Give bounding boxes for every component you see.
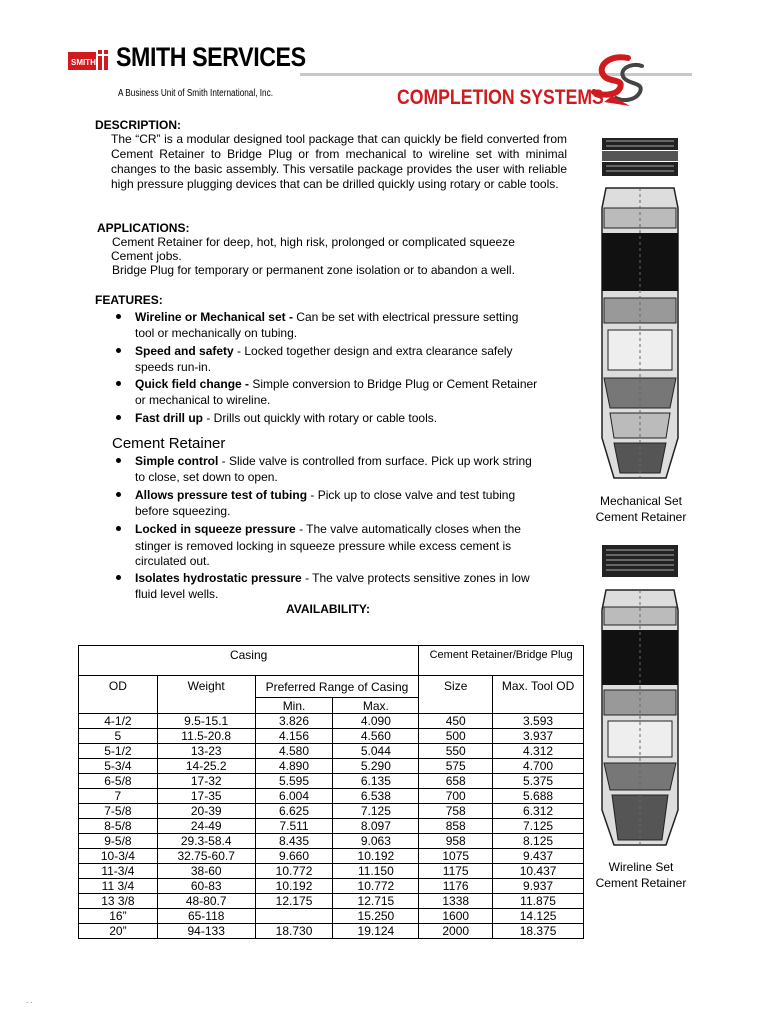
corporate-swirl-icon	[590, 52, 650, 110]
cell-max-tool-od: 6.312	[493, 804, 584, 819]
cell-max: 15.250	[333, 909, 419, 924]
feature-item: Fast drill up - Drills out quickly with rotary or cable tools.	[135, 411, 438, 425]
header-casing: Casing	[79, 646, 419, 676]
feature-item: Quick field change - Simple conversion to Bridge Plug or Cement Retainer	[135, 377, 538, 391]
retainer-item: Isolates hydrostatic pressure - The valve protects sensitive zones in low	[135, 571, 530, 585]
footer-marks: . .	[26, 996, 33, 1005]
cell-weight: 13-23	[157, 744, 255, 759]
cell-max: 4.090	[333, 714, 419, 729]
cell-od: 5-3/4	[79, 759, 158, 774]
cell-weight: 20-39	[157, 804, 255, 819]
cell-weight: 32.75-60.7	[157, 849, 255, 864]
company-name: SMITH SERVICES	[116, 42, 306, 72]
cell-od: 7	[79, 789, 158, 804]
header-od: OD	[79, 676, 158, 714]
cell-size: 1176	[419, 879, 493, 894]
cell-min: 7.511	[255, 819, 333, 834]
cell-weight: 9.5-15.1	[157, 714, 255, 729]
cell-od: 11 3/4	[79, 879, 158, 894]
division-title: COMPLETION SYSTEMS	[397, 86, 604, 109]
cell-max-tool-od: 10.437	[493, 864, 584, 879]
caption-mechanical-line1: Mechanical Set	[599, 494, 683, 508]
applications-line-3: Bridge Plug for temporary or permanent zone isolation or to abandon a well.	[112, 263, 515, 277]
cell-min: 3.826	[255, 714, 333, 729]
smith-logo-icon	[68, 50, 112, 72]
table-row	[79, 834, 584, 849]
cell-max: 11.150	[333, 864, 419, 879]
table-header-row	[79, 646, 584, 676]
feature-item: Speed and safety - Locked together design and extra clearance safely	[135, 344, 513, 358]
table-row	[79, 819, 584, 834]
table-row	[79, 759, 584, 774]
cell-size: 575	[419, 759, 493, 774]
table-row	[79, 774, 584, 789]
cell-min: 12.175	[255, 894, 333, 909]
cell-max: 10.192	[333, 849, 419, 864]
cell-od: 20”	[79, 924, 158, 939]
header-max-tool-od: Max. Tool OD	[493, 676, 584, 714]
cell-weight: 17-32	[157, 774, 255, 789]
cell-max: 12.715	[333, 894, 419, 909]
cell-min	[255, 909, 333, 924]
table-row	[79, 879, 584, 894]
bullet-icon	[116, 492, 121, 497]
table-row	[79, 924, 584, 939]
company-subtitle: A Business Unit of Smith International, Inc.	[118, 88, 273, 99]
retainer-item: Locked in squeeze pressure - The valve automatically closes when the	[135, 522, 521, 536]
cell-od: 8-5/8	[79, 819, 158, 834]
header-retainer-plug: Cement Retainer/Bridge Plug	[419, 646, 584, 676]
cell-max-tool-od: 9.437	[493, 849, 584, 864]
applications-line-1: Cement Retainer for deep, hot, high risk, prolonged or complicated squeeze	[112, 235, 515, 249]
cell-max-tool-od: 9.937	[493, 879, 584, 894]
cell-max: 6.538	[333, 789, 419, 804]
cell-weight: 65-118	[157, 909, 255, 924]
cell-size: 1338	[419, 894, 493, 909]
cell-max: 8.097	[333, 819, 419, 834]
features-heading: FEATURES:	[95, 293, 163, 307]
cell-od: 11-3/4	[79, 864, 158, 879]
cell-weight: 24-49	[157, 819, 255, 834]
cell-min: 6.625	[255, 804, 333, 819]
cell-size: 858	[419, 819, 493, 834]
cell-od: 5-1/2	[79, 744, 158, 759]
header-max: Max.	[333, 698, 419, 714]
cell-max-tool-od: 11.875	[493, 894, 584, 909]
cell-max-tool-od: 3.937	[493, 729, 584, 744]
cell-od: 9-5/8	[79, 834, 158, 849]
retainer-item-cont: fluid level wells.	[135, 587, 219, 601]
header-min: Min.	[255, 698, 333, 714]
cell-min: 4.580	[255, 744, 333, 759]
cell-size: 658	[419, 774, 493, 789]
header-weight: Weight	[157, 676, 255, 714]
logo-mark-text: SMITH	[71, 58, 96, 67]
cell-od: 5	[79, 729, 158, 744]
feature-item: Wireline or Mechanical set - Can be set with electrical pressure setting	[135, 310, 519, 324]
table-row	[79, 804, 584, 819]
cell-max-tool-od: 7.125	[493, 819, 584, 834]
cell-size: 1075	[419, 849, 493, 864]
cell-max-tool-od: 5.375	[493, 774, 584, 789]
mechanical-set-retainer-illustration	[596, 138, 684, 483]
cell-size: 2000	[419, 924, 493, 939]
cell-weight: 11.5-20.8	[157, 729, 255, 744]
retainer-item: Allows pressure test of tubing - Pick up to close valve and test tubing	[135, 488, 516, 502]
cell-max: 5.290	[333, 759, 419, 774]
bullet-icon	[116, 314, 121, 319]
cell-max: 9.063	[333, 834, 419, 849]
feature-item-cont: tool or mechanically on tubing.	[135, 326, 298, 340]
cell-od: 6-5/8	[79, 774, 158, 789]
table-row	[79, 849, 584, 864]
cell-size: 500	[419, 729, 493, 744]
cell-size: 758	[419, 804, 493, 819]
bullet-icon	[116, 348, 121, 353]
cell-max-tool-od: 5.688	[493, 789, 584, 804]
cell-max: 10.772	[333, 879, 419, 894]
cell-size: 700	[419, 789, 493, 804]
feature-item-cont: speeds run-in.	[135, 360, 212, 374]
cell-max-tool-od: 4.312	[493, 744, 584, 759]
cell-max: 19.124	[333, 924, 419, 939]
bullet-icon	[116, 415, 121, 420]
retainer-item-cont: before squeezing.	[135, 504, 231, 518]
cell-weight: 29.3-58.4	[157, 834, 255, 849]
description-heading: DESCRIPTION:	[95, 118, 182, 132]
cell-min: 10.192	[255, 879, 333, 894]
retainer-item-cont: stinger is removed locking in squeeze pressure while excess cement is	[135, 539, 512, 553]
cell-min: 10.772	[255, 864, 333, 879]
applications-heading: APPLICATIONS:	[97, 221, 190, 235]
bullet-icon	[116, 575, 121, 580]
table-row	[79, 714, 584, 729]
cell-max: 6.135	[333, 774, 419, 789]
cell-max-tool-od: 3.593	[493, 714, 584, 729]
caption-mechanical-line2: Cement Retainer	[595, 510, 687, 524]
header-size: Size	[419, 676, 493, 714]
cell-min: 4.156	[255, 729, 333, 744]
cell-size: 958	[419, 834, 493, 849]
cell-od: 7-5/8	[79, 804, 158, 819]
table-header-row	[79, 676, 584, 698]
bullet-icon	[116, 458, 121, 463]
header-preferred-range: Preferred Range of Casing	[255, 676, 419, 698]
table-row	[79, 894, 584, 909]
cell-weight: 14-25.2	[157, 759, 255, 774]
cell-max-tool-od: 18.375	[493, 924, 584, 939]
cement-retainer-heading: Cement Retainer	[112, 435, 226, 452]
cell-size: 450	[419, 714, 493, 729]
applications-line-2: Cement jobs.	[111, 249, 182, 263]
cell-min: 9.660	[255, 849, 333, 864]
cell-size: 1600	[419, 909, 493, 924]
cell-size: 1175	[419, 864, 493, 879]
cell-weight: 94-133	[157, 924, 255, 939]
cell-max-tool-od: 4.700	[493, 759, 584, 774]
cell-max-tool-od: 8.125	[493, 834, 584, 849]
retainer-item-cont: to close, set down to open.	[135, 470, 278, 484]
table-row	[79, 744, 584, 759]
cell-min: 8.435	[255, 834, 333, 849]
bullet-icon	[116, 381, 121, 386]
cell-weight: 38-60	[157, 864, 255, 879]
availability-heading: AVAILABILITY:	[286, 602, 370, 616]
cell-od: 16”	[79, 909, 158, 924]
wireline-set-retainer-illustration	[596, 545, 684, 850]
bullet-icon	[116, 526, 121, 531]
cell-weight: 48-80.7	[157, 894, 255, 909]
cell-min: 18.730	[255, 924, 333, 939]
cell-max: 7.125	[333, 804, 419, 819]
availability-table	[78, 645, 584, 939]
cell-od: 10-3/4	[79, 849, 158, 864]
table-row	[79, 909, 584, 924]
cell-size: 550	[419, 744, 493, 759]
cell-max: 4.560	[333, 729, 419, 744]
cell-max-tool-od: 14.125	[493, 909, 584, 924]
cell-min: 4.890	[255, 759, 333, 774]
retainer-item-cont: circulated out.	[135, 554, 210, 568]
caption-wireline-line1: Wireline Set	[608, 860, 674, 874]
table-row	[79, 729, 584, 744]
cell-weight: 17-35	[157, 789, 255, 804]
feature-item-cont: or mechanical to wireline.	[135, 393, 271, 407]
caption-wireline-line2: Cement Retainer	[595, 876, 687, 890]
description-text: The “CR” is a modular designed tool package that can quickly be field converted from Cement Retainer to Bridge Plug or from mechanical to wireline set with minimal changes to the basic assembly. This versatile package provides the user with reliable high pressure plugging devices that can be drilled quickly using rotary or cable tools.	[111, 132, 567, 191]
cell-min: 6.004	[255, 789, 333, 804]
cell-od: 13 3/8	[79, 894, 158, 909]
cell-max: 5.044	[333, 744, 419, 759]
cell-min: 5.595	[255, 774, 333, 789]
cell-weight: 60-83	[157, 879, 255, 894]
cell-od: 4-1/2	[79, 714, 158, 729]
table-row	[79, 789, 584, 804]
table-row	[79, 864, 584, 879]
retainer-item: Simple control - Slide valve is controlled from surface. Pick up work string	[135, 454, 532, 468]
